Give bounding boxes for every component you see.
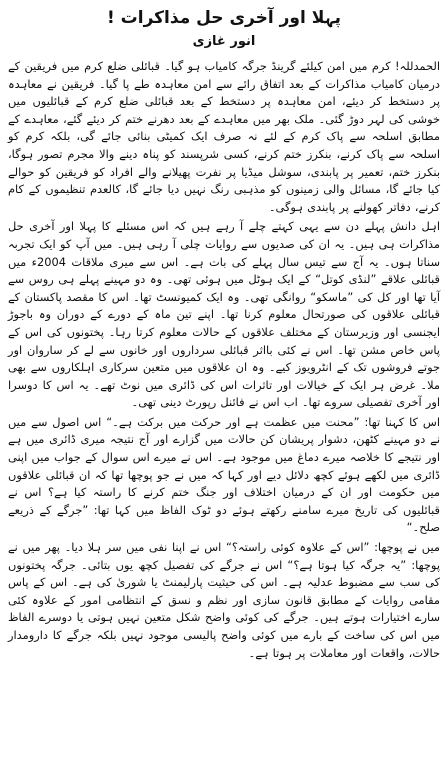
paragraph-4: میں نے پوچھا: ”اس کے علاوہ کوئی راستہ؟“ اس نے اپنا نفی میں سر ہلا دیا۔ پھر میں نے پوچھا: ”یہ جرگہ کیا ہوتا ہے؟“ اس نے جرگے کی تفصیل کچھ یوں بتائی۔ جرگہ پختونوں کی سب سے مضبوط عدلیہ ہے۔ اس کی حیثیت پارلیمنٹ یا شوریٰ کی ہے۔ اس کے پاس مقامی روایات کے مطابق قانون سازی اور نظم و نسق کے انتظامی امور کے علاوہ کئی سارے اختیارات ہوتے ہیں۔ جرگے کی کوئی واضح شکل متعین نہیں ہوتی یا دوسرے الفاظ میں اس کی ساخت کے بارے میں کوئی واضح پالیسی موجود نہیں بلکہ جرگے کا دارومدار حالات، واقعات اور معاملات پر ہوتا ہے۔ — [8, 540, 440, 660]
article-title: پہلا اور آخری حل مذاکرات ! — [107, 8, 341, 28]
paragraph-1: الحمدللہ! کرم میں امن کیلئے گرینڈ جرگہ کامیاب ہو گیا۔ قبائلی ضلع کرم میں فریقین کے درمیان کامیاب مذاکرات کے بعد اتفاق رائے سے امن معاہدہ طے پا گیا۔ فریقین نے معاہدہ پر دستخط کر دیئے، امن معاہدہ پر دستخط کے بعد قبائلی ضلع کرم کے قبائلیوں میں خوشی کی لہر دوڑ گئی۔ ملک بھر میں معاہدے کے بعد دھرنے ختم کر دیئے گئے، معاہدے کے مطابق اسلحہ سے پاک کرم کے لئے نہ صرف ایک کمیٹی بنائی جائے گی، بلکہ کرم کو اسلحہ سے پاک کرنے، بنکرز ختم کرنے، کسی شرپسند کو پناہ دینے والا مجرم تصور ہوگا، بنکرز ختم، تعمیر پر پابندی، سوشل میڈیا پر نفرت پھیلانے والے افراد کو فریقین کو حوالے کیا جائے گا، مسائل والی زمینوں کو مذہبی رنگ نہیں دیا جائے گا، کالعدم تنظیموں کے کام کرنے، دفاتر کھولنے پر پابندی ہوگی۔ — [8, 59, 440, 214]
paragraph-3: اس کا کہنا تھا: ”محنت میں عظمت ہے اور حرکت میں برکت ہے۔“ اس اصول سے میں نے دو مہینے کٹھن، دشوار پریشان کن حالات میں گزارے اور آج نتیجہ میری ڈائری میں ہے اور نتیجے کا خلاصہ میرے دماغ میں موجود ہے۔ اس نے میرے اس سوال کے جواب میں اپنی ڈائری میں لکھے ہوئے کچھ دلائل دیے اور کہا کہ میں نے جو پوچھا تھا کہ ان قبائلی علاقوں میں حکومت اور ان کے درمیان اختلاف اور جنگ ختم کرنے کا راستہ کیا ہے؟ اس نے قبائلیوں کی تاریخ میرے سامنے رکھتے ہوئے دو ٹوک الفاظ میں کہا تھا: ”جرگے کے ذریعے صلح۔“ — [8, 414, 440, 535]
paragraph-2: اہل دانش پہلے دن سے یہی کہتے چلے آ رہے ہیں کہ اس مسئلے کا پہلا اور آخری حل مذاکرات ہی ہیں۔ یہ ان کی صدیوں سے روایات چلی آ رہی ہیں۔ میں آپ کو ایک تجربہ سناتا ہوں۔ یہ آج سے تیس سال پہلے کی بات ہے۔ اس سے میری ملاقات 2004ء میں قبائلی علاقے ”لنڈی کوتل“ کے ایک ہوٹل میں ہوئی تھی۔ وہ دو مہینے پہلے ہی روس سے آیا تھا اور کل کی ”ماسکو“ روانگی تھی۔ وہ ایک کمیونسٹ تھا۔ اس کا مقصد پاکستان کے قبائلی علاقوں کی صورتحال معلوم کرنا تھا۔ اپنے تین ماہ کے دورے کے دوران وہ باجوڑ ایجنسی اور وزیرستان کے مختلف علاقوں کے حالات معلوم کرتا رہا۔ پختونوں کی اس کے پاس خاص مشن تھا۔ اس نے کئی بااثر قبائلی سرداروں اور خانوں سے لے کر ساروان اور جوتے فروشوں تک کے انٹرویوز کیے۔ وہ ان علاقوں میں متعین سرکاری اہلکاروں سے بھی ملا۔ غرض ہر ایک کے خیالات اور تاثرات اس کی ڈائری میں نوٹ تھے۔ یہ اس کا دوسرا اور آخری تفصیلی سروے تھا۔ اب اس نے فائنل رپورٹ دینی تھی۔ — [8, 219, 440, 410]
author-name: انور غازی — [192, 34, 256, 49]
